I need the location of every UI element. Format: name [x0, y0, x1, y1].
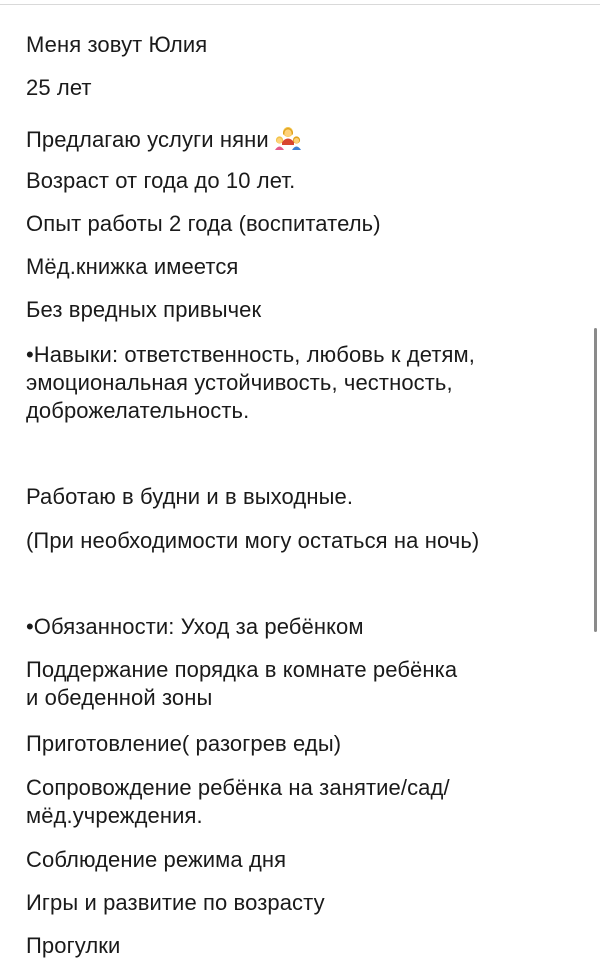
line-overnight: (При необходимости могу остаться на ночь) [26, 528, 480, 553]
scrollbar[interactable] [594, 328, 597, 632]
line-offer [26, 125, 303, 157]
line-child-age: Возраст от года до 10 лет. [26, 168, 296, 193]
line-walks: Прогулки [26, 933, 121, 958]
line-skills-2: эмоциональная устойчивость, честность, [26, 370, 453, 395]
line-escort-1: Сопровождение ребёнка на занятие/сад/ [26, 775, 450, 800]
line-schedule: Работаю в будни и в выходные. [26, 484, 354, 509]
line-skills-3: доброжелательность. [26, 398, 250, 423]
line-order-2: и обеденной зоны [26, 685, 213, 710]
line-escort-2: мёд.учреждения. [26, 803, 203, 828]
line-duties: •Обязанности: Уход за ребёнком [26, 614, 364, 639]
line-offer-text: Предлагаю услуги няни [26, 127, 269, 152]
line-cooking: Приготовление( разогрев еды) [26, 731, 342, 756]
line-habits: Без вредных привычек [26, 297, 262, 322]
top-divider [0, 4, 600, 5]
line-age: 25 лет [26, 75, 92, 100]
line-games: Игры и развитие по возрасту [26, 890, 325, 915]
line-name: Меня зовут Юлия [26, 32, 208, 57]
line-experience: Опыт работы 2 года (воспитатель) [26, 211, 381, 236]
family-woman-girl-boy-icon [273, 125, 303, 157]
line-skills-1: •Навыки: ответственность, любовь к детям, [26, 342, 475, 367]
line-routine: Соблюдение режима дня [26, 847, 287, 872]
line-order-1: Поддержание порядка в комнате ребёнка [26, 657, 458, 682]
line-med-book: Мёд.книжка имеется [26, 254, 239, 279]
